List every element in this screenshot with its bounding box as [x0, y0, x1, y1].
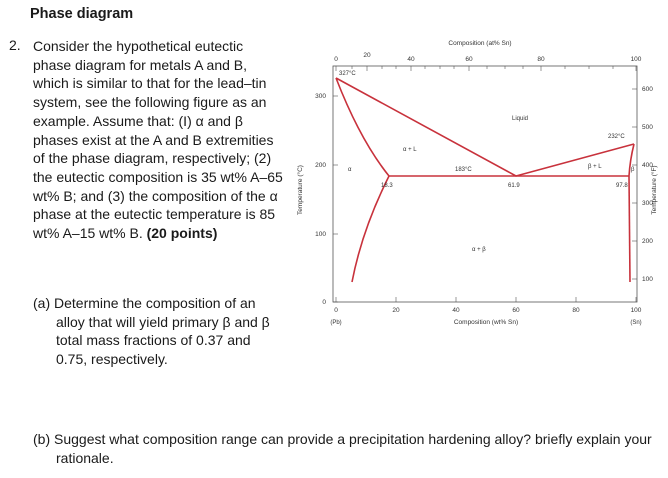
liquid-region-label: Liquid [512, 116, 529, 122]
end-label-left: (Pb) [330, 320, 342, 326]
end-label-right: (Sn) [630, 320, 642, 326]
top-axis-label: Composition (at% Sn) [448, 40, 512, 47]
bottom-tick-label: 40 [452, 307, 460, 314]
part-a-text: (a) Determine the composition of an alloy that will yield primary β and β total mass fractions of 0.37 and 0.75, respectively. [33, 295, 270, 368]
right-tick-label: 400 [642, 162, 653, 169]
beta-solvus-line [629, 176, 630, 282]
beta-liquid-region-label: β + L [588, 164, 602, 170]
top-tick-label: 40 [407, 56, 415, 63]
alpha-composition-label: 18.3 [381, 183, 393, 189]
bottom-tick-label: 60 [512, 307, 520, 314]
alpha-beta-region-label: α + β [472, 247, 486, 253]
top-tick-label: 80 [537, 56, 545, 63]
part-b [33, 430, 663, 467]
phase-diagram-svg [290, 30, 660, 330]
eutectic-composition-label: 61.9 [508, 183, 520, 189]
bottom-ticks [334, 307, 642, 314]
top-tick-label: 60 [465, 56, 473, 63]
top-tick-label: 20 [363, 52, 371, 59]
top-ticks [334, 52, 642, 63]
question-text [33, 37, 283, 243]
part-b-text: (b) Suggest what composition range can provide a precipitation hardening alloy? briefly explain your rationale. [33, 431, 652, 466]
right-tick-label: 200 [642, 238, 653, 245]
beta-composition-label: 97.8 [616, 183, 628, 189]
left-ticks [315, 93, 326, 306]
left-tick-label: 100 [315, 231, 326, 238]
eutectic-temperature-label: 183°C [455, 167, 472, 173]
alpha-liquid-region-label: α + L [403, 147, 417, 153]
bottom-tick-label: 80 [572, 307, 580, 314]
top-tick-label: 100 [630, 56, 642, 63]
phase-diagram-figure [290, 30, 660, 330]
right-tick-label: 300 [642, 200, 653, 207]
part-a [33, 294, 283, 369]
alpha-region-label: α [348, 167, 352, 173]
page-title: Phase diagram [30, 6, 134, 22]
left-axis-label: Temperature (°C) [297, 165, 304, 215]
left-tick-label: 0 [322, 299, 326, 306]
top-tick-label: 0 [334, 56, 338, 63]
pb-melting-label: 327°C [339, 71, 356, 77]
question-number: 2. [9, 37, 21, 53]
bottom-tick-label: 20 [392, 307, 400, 314]
right-axis-label: Temperature (°F) [651, 165, 658, 215]
bottom-tick-label: 0 [334, 307, 338, 314]
right-tick-label: 600 [642, 86, 653, 93]
beta-region-label: β [631, 167, 635, 173]
sn-melting-label: 232°C [608, 134, 625, 140]
left-tick-label: 300 [315, 93, 326, 100]
right-tick-label: 100 [642, 276, 653, 283]
question-body: Consider the hypothetical eutectic phase diagram for metals A and B, which is similar to that for the lead–tin system, see the following figure as an example. Assume that: (I) α and β phases exist at the A and B extremities of the phase diagram, respectively; (2) the eutectic composition is 35 wt% A–65 wt% B; and (3) the composition of the α phase at the eutectic temperature is 85 wt% A–15 wt% B. [33, 38, 283, 242]
question-points: (20 points) [146, 225, 218, 242]
right-tick-label: 500 [642, 124, 653, 131]
left-tick-label: 200 [315, 162, 326, 169]
bottom-axis-label: Composition (wt% Sn) [453, 319, 519, 326]
bottom-tick-label: 100 [630, 307, 642, 314]
